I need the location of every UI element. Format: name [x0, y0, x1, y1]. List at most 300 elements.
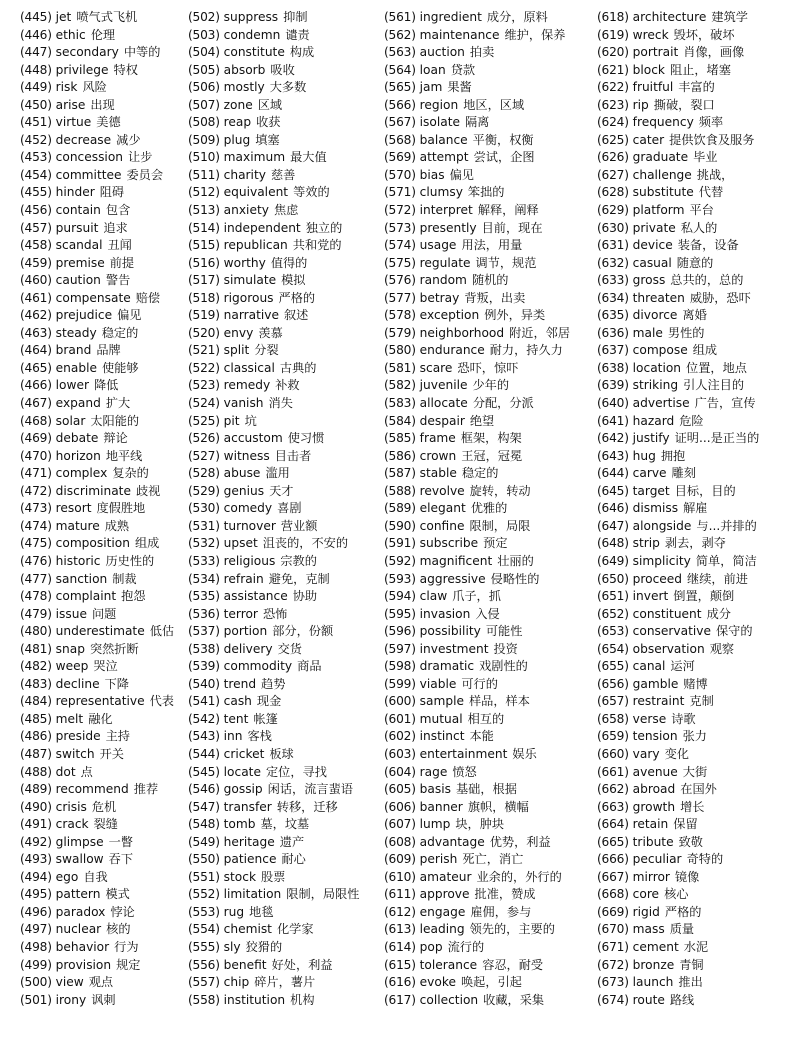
vocabulary-entry — [188, 290, 384, 308]
entry-definition: 消失 — [268, 396, 293, 411]
entry-number: (669) — [597, 904, 629, 919]
vocabulary-entry — [384, 430, 597, 448]
entry-number: (662) — [597, 782, 629, 797]
vocabulary-entry — [20, 132, 188, 150]
entry-definition: 稳定的 — [101, 325, 139, 340]
entry-word: possibility — [419, 624, 481, 639]
entry-word: chip — [223, 975, 250, 990]
vocabulary-entry — [188, 764, 384, 782]
entry-word: mostly — [223, 80, 265, 95]
entry-definition: 诗歌 — [671, 711, 696, 726]
entry-definition: 容忍，耐受 — [482, 957, 544, 972]
entry-definition: 代表 — [149, 694, 174, 709]
entry-definition: 收获 — [256, 115, 281, 130]
entry-word: regulate — [419, 255, 471, 270]
vocabulary-entry — [384, 9, 597, 27]
vocabulary-entry — [188, 377, 384, 395]
entry-word: perish — [419, 852, 458, 867]
vocabulary-entry — [188, 711, 384, 729]
entry-definition: 镜像 — [674, 869, 700, 884]
entry-word: proceed — [632, 571, 683, 586]
vocabulary-entry — [384, 342, 597, 360]
entry-definition: 收藏，采集 — [483, 992, 545, 1007]
entry-word: irony — [55, 992, 87, 1007]
entry-definition: 地区，区域 — [463, 97, 525, 112]
entry-definition: 板球 — [269, 746, 294, 761]
entry-word: constitute — [223, 45, 285, 60]
entry-word: genius — [223, 483, 265, 498]
entry-number: (448) — [20, 62, 52, 77]
entry-number: (521) — [188, 343, 220, 358]
vocabulary-entry — [188, 44, 384, 62]
entry-word: endurance — [419, 343, 485, 358]
entry-definition: 青铜 — [679, 957, 704, 972]
entry-number: (502) — [188, 10, 220, 24]
entry-number: (635) — [597, 308, 629, 323]
entry-word: maximum — [223, 150, 286, 165]
entry-word: basis — [419, 782, 451, 797]
entry-number: (509) — [188, 132, 220, 147]
entry-word: enable — [55, 360, 97, 375]
entry-word: frequency — [632, 115, 694, 130]
entry-number: (529) — [188, 483, 220, 498]
entry-definition: 增长 — [680, 799, 705, 814]
entry-number: (516) — [188, 255, 220, 270]
entry-word: neighborhood — [419, 325, 505, 340]
entry-number: (579) — [384, 325, 416, 340]
entry-definition: 慈善 — [270, 167, 296, 182]
entry-word: accustom — [223, 431, 283, 446]
entry-number: (508) — [188, 115, 220, 130]
entry-word: hinder — [55, 185, 95, 200]
entry-definition: 坑 — [244, 413, 257, 428]
entry-number: (661) — [597, 764, 629, 779]
entry-number: (657) — [597, 694, 629, 709]
vocabulary-entry — [188, 869, 384, 887]
vocabulary-entry — [384, 588, 597, 606]
vocabulary-entry — [597, 448, 796, 466]
vocabulary-entry — [20, 413, 188, 431]
vocabulary-entry — [597, 834, 796, 852]
entry-word: canal — [632, 659, 666, 674]
entry-word: compensate — [55, 290, 131, 305]
entry-word: dot — [55, 764, 76, 779]
entry-number: (533) — [188, 553, 220, 568]
vocabulary-entry — [20, 220, 188, 238]
vocabulary-entry — [188, 430, 384, 448]
vocabulary-entry — [188, 62, 384, 80]
entry-number: (583) — [384, 396, 416, 411]
vocabulary-entry — [597, 395, 796, 413]
vocabulary-entry — [384, 413, 597, 431]
vocabulary-entry — [20, 553, 188, 571]
entry-number: (464) — [20, 343, 52, 358]
vocabulary-entry — [597, 939, 796, 957]
entry-definition: 克制 — [689, 694, 714, 709]
entry-definition: 融化 — [88, 711, 113, 726]
entry-number: (555) — [188, 939, 220, 954]
vocabulary-entry — [597, 641, 796, 659]
entry-number: (503) — [188, 27, 220, 42]
entry-number: (636) — [597, 325, 629, 340]
entry-definition: 沮丧的，不安的 — [262, 536, 349, 551]
entry-number: (488) — [20, 764, 52, 779]
entry-word: jet — [55, 10, 72, 24]
entry-number: (640) — [597, 396, 629, 411]
entry-number: (556) — [188, 957, 220, 972]
entry-definition: 赌博 — [683, 676, 708, 691]
entry-number: (658) — [597, 711, 629, 726]
entry-number: (670) — [597, 922, 629, 937]
entry-word: premise — [55, 255, 105, 270]
entry-number: (595) — [384, 606, 416, 621]
entry-word: juvenile — [419, 378, 468, 393]
vocabulary-entry — [20, 483, 188, 501]
entry-definition: 丑闻 — [107, 238, 132, 253]
entry-number: (524) — [188, 396, 220, 411]
entry-definition: 优势，利益 — [489, 834, 551, 849]
entry-definition: 样品，样本 — [468, 694, 530, 709]
vocabulary-entry — [20, 360, 188, 378]
entry-word: invert — [632, 589, 669, 604]
entry-definition: 羡慕 — [258, 325, 283, 340]
entry-definition: 继续，前进 — [687, 571, 748, 586]
entry-word: patience — [223, 852, 277, 867]
vocabulary-entry — [188, 9, 384, 27]
entry-definition: 目击者 — [274, 448, 312, 463]
entry-definition: 背叛，出卖 — [464, 290, 526, 305]
entry-number: (567) — [384, 115, 416, 130]
vocabulary-entry — [188, 27, 384, 45]
entry-word: witness — [223, 448, 270, 463]
entry-definition: 组成 — [134, 536, 160, 551]
vocabulary-entry — [188, 342, 384, 360]
entry-number: (602) — [384, 729, 416, 744]
entry-number: (649) — [597, 553, 629, 568]
entry-definition: 总共的，总的 — [670, 273, 744, 288]
entry-word: sanction — [55, 571, 108, 586]
entry-word: brand — [55, 343, 92, 358]
entry-definition: 避免，克制 — [268, 571, 330, 586]
vocabulary-entry — [188, 255, 384, 273]
entry-number: (449) — [20, 80, 52, 95]
entry-number: (480) — [20, 624, 52, 639]
entry-definition: 代替 — [698, 185, 724, 200]
entry-word: allocate — [419, 396, 468, 411]
vocabulary-entry — [188, 728, 384, 746]
entry-number: (461) — [20, 290, 52, 305]
entry-word: recommend — [55, 782, 129, 797]
entry-definition: 观察 — [709, 641, 735, 656]
vocabulary-entry — [20, 781, 188, 799]
entry-word: complaint — [55, 589, 117, 604]
entry-definition: 王冠，冠冕 — [461, 448, 523, 463]
entry-definition: 最大值 — [290, 150, 327, 165]
entry-number: (498) — [20, 939, 52, 954]
entry-number: (545) — [188, 764, 220, 779]
entry-definition: 撕破，裂口 — [653, 97, 715, 112]
vocabulary-entry — [188, 974, 384, 992]
entry-definition: 模式 — [105, 887, 130, 902]
entry-word: leading — [419, 922, 465, 937]
entry-number: (494) — [20, 869, 52, 884]
entry-number: (501) — [20, 992, 52, 1007]
entry-word: gross — [632, 273, 666, 288]
vocabulary-entry — [384, 886, 597, 904]
vocabulary-entry — [597, 816, 796, 834]
vocabulary-entry — [20, 746, 188, 764]
entry-word: transfer — [223, 799, 272, 814]
entry-definition: 问题 — [91, 606, 117, 621]
entry-word: aggressive — [419, 571, 486, 586]
entry-word: restraint — [632, 694, 685, 709]
vocabulary-entry — [188, 746, 384, 764]
entry-word: tension — [632, 729, 678, 744]
entry-number: (527) — [188, 448, 220, 463]
vocabulary-entry — [20, 535, 188, 553]
entry-number: (617) — [384, 992, 416, 1007]
entry-number: (511) — [188, 167, 220, 182]
vocabulary-entry — [188, 606, 384, 624]
entry-definition: 风险 — [82, 80, 107, 95]
vocabulary-entry — [20, 869, 188, 887]
entry-word: chemist — [223, 922, 272, 937]
entry-number: (507) — [188, 97, 220, 112]
entry-number: (641) — [597, 413, 629, 428]
entry-number: (638) — [597, 360, 629, 375]
entry-number: (654) — [597, 641, 629, 656]
vocabulary-entry — [188, 886, 384, 904]
entry-definition: 辩论 — [103, 431, 128, 446]
entry-number: (557) — [188, 975, 220, 990]
entry-word: zone — [223, 97, 253, 112]
entry-number: (546) — [188, 782, 220, 797]
vocabulary-entry — [384, 746, 597, 764]
entry-definition: 转移，迁移 — [276, 799, 338, 814]
entry-definition: 地平线 — [105, 448, 143, 463]
entry-word: auction — [419, 45, 465, 60]
entry-word: delivery — [223, 641, 273, 656]
entry-definition: 拥抱 — [660, 448, 686, 463]
entry-number: (554) — [188, 922, 220, 937]
entry-definition: 随机的 — [471, 273, 509, 288]
entry-definition: 领先的，主要的 — [469, 922, 555, 937]
entry-word: absorb — [223, 62, 266, 77]
vocabulary-entry — [20, 237, 188, 255]
entry-definition: 愤怒 — [452, 764, 477, 779]
entry-word: fruitful — [632, 80, 674, 95]
entry-number: (637) — [597, 343, 629, 358]
entry-definition: 男性的 — [667, 325, 705, 340]
entry-number: (645) — [597, 483, 629, 498]
entry-word: magnificent — [419, 553, 493, 568]
vocabulary-entry — [20, 97, 188, 115]
entry-number: (573) — [384, 220, 416, 235]
vocabulary-entry — [597, 886, 796, 904]
entry-definition: 股票 — [261, 869, 286, 884]
entry-word: risk — [55, 80, 78, 95]
entry-word: representative — [55, 694, 145, 709]
entry-number: (470) — [20, 448, 52, 463]
entry-word: ingredient — [419, 10, 482, 24]
entry-definition: 成分，原料 — [486, 10, 548, 24]
entry-number: (495) — [20, 887, 52, 902]
entry-number: (549) — [188, 834, 220, 849]
vocabulary-entry — [20, 255, 188, 273]
entry-word: tribute — [632, 834, 674, 849]
entry-word: constituent — [632, 606, 702, 621]
entry-word: weep — [55, 659, 89, 674]
entry-word: pattern — [55, 887, 101, 902]
vocabulary-entry — [597, 764, 796, 782]
vocabulary-entry — [188, 448, 384, 466]
entry-word: observation — [632, 641, 705, 656]
entry-number: (618) — [597, 10, 629, 24]
entry-word: random — [419, 273, 467, 288]
entry-number: (665) — [597, 834, 629, 849]
entry-number: (667) — [597, 869, 629, 884]
entry-number: (504) — [188, 45, 220, 60]
entry-definition: 让步 — [128, 150, 153, 165]
entry-definition: 危机 — [91, 799, 117, 814]
entry-number: (585) — [384, 431, 416, 446]
vocabulary-entry — [20, 728, 188, 746]
entry-number: (610) — [384, 869, 416, 884]
entry-word: divorce — [632, 308, 678, 323]
vocabulary-entry — [597, 465, 796, 483]
entry-word: mass — [632, 922, 665, 937]
entry-definition: 定位，寻找 — [265, 764, 327, 779]
entry-definition: 雕刻 — [671, 466, 696, 481]
vocabulary-entry — [20, 395, 188, 413]
vocabulary-entry — [384, 641, 597, 659]
vocabulary-entry — [188, 781, 384, 799]
entry-word: sample — [419, 694, 464, 709]
entry-word: interpret — [419, 203, 473, 218]
entry-word: elegant — [419, 501, 466, 516]
vocabulary-entry — [188, 623, 384, 641]
entry-number: (623) — [597, 97, 629, 112]
entry-definition: 可能性 — [485, 624, 523, 639]
vocabulary-entry — [597, 851, 796, 869]
entry-number: (568) — [384, 132, 416, 147]
entry-word: rug — [223, 904, 245, 919]
entry-definition: 附近，邻居 — [509, 325, 571, 340]
entry-number: (490) — [20, 799, 52, 814]
entry-number: (530) — [188, 501, 220, 516]
entry-number: (580) — [384, 343, 416, 358]
entry-word: complex — [55, 466, 108, 481]
entry-word: preside — [55, 729, 101, 744]
entry-definition: 私人的 — [680, 220, 718, 235]
entry-number: (479) — [20, 606, 52, 621]
entry-number: (647) — [597, 518, 629, 533]
entry-word: instinct — [419, 729, 465, 744]
entry-word: scandal — [55, 238, 103, 253]
entry-definition: 果酱 — [447, 80, 472, 95]
entry-number: (644) — [597, 466, 629, 481]
entry-definition: 拍卖 — [469, 45, 495, 60]
entry-number: (542) — [188, 711, 220, 726]
vocabulary-entry — [597, 430, 796, 448]
entry-definition: 少年的 — [472, 378, 510, 393]
entry-word: crisis — [55, 799, 87, 814]
entry-number: (581) — [384, 360, 416, 375]
entry-number: (466) — [20, 378, 52, 393]
entry-definition: 毕业 — [693, 150, 718, 165]
entry-definition: 狡猾的 — [245, 939, 283, 954]
entry-word: location — [632, 360, 682, 375]
entry-word: core — [632, 887, 660, 902]
vocabulary-entry — [597, 711, 796, 729]
entry-definition: 核心 — [664, 887, 689, 902]
entry-number: (500) — [20, 975, 52, 990]
vocabulary-entry — [20, 904, 188, 922]
entry-definition: 预定 — [483, 536, 508, 551]
entry-definition: 频率 — [698, 115, 724, 130]
entry-definition: 毁坏，破坏 — [673, 27, 735, 42]
entry-definition: 简单，简洁 — [695, 553, 757, 568]
entry-number: (457) — [20, 220, 52, 235]
entry-number: (614) — [384, 939, 416, 954]
vocabulary-entry — [20, 834, 188, 852]
entry-number: (672) — [597, 957, 629, 972]
entry-word: ethic — [55, 27, 86, 42]
entry-definition: 吸收 — [270, 62, 295, 77]
entry-definition: 推出 — [678, 975, 703, 990]
entry-number: (628) — [597, 185, 629, 200]
vocabulary-entry — [597, 325, 796, 343]
vocabulary-entry — [384, 62, 597, 80]
entry-definition: 警告 — [105, 273, 131, 288]
entry-word: privilege — [55, 62, 109, 77]
entry-number: (574) — [384, 238, 416, 253]
entry-definition: 批准，赞成 — [474, 887, 536, 902]
entry-word: tolerance — [419, 957, 478, 972]
vocabulary-entry — [20, 764, 188, 782]
entry-word: wreck — [632, 27, 669, 42]
entry-number: (562) — [384, 27, 416, 42]
vocabulary-entry — [384, 325, 597, 343]
entry-number: (582) — [384, 378, 416, 393]
entry-definition: 成熟 — [104, 518, 130, 533]
entry-word: frame — [419, 431, 456, 446]
vocabulary-entry — [20, 974, 188, 992]
entry-word: stock — [223, 869, 256, 884]
entry-definition: 交货 — [277, 641, 302, 656]
entry-number: (447) — [20, 45, 52, 60]
entry-word: swallow — [55, 852, 104, 867]
entry-number: (455) — [20, 185, 52, 200]
entry-number: (627) — [597, 167, 629, 182]
entry-definition: 限制，局限性 — [286, 887, 360, 902]
vocabulary-entry — [384, 834, 597, 852]
entry-number: (515) — [188, 238, 220, 253]
entry-number: (648) — [597, 536, 629, 551]
entry-definition: 帐篷 — [253, 711, 278, 726]
vocabulary-entry — [597, 676, 796, 694]
entry-number: (674) — [597, 992, 629, 1007]
vocabulary-entry — [20, 307, 188, 325]
entry-word: crown — [419, 448, 457, 463]
entry-word: invasion — [419, 606, 471, 621]
entry-definition: 吞下 — [108, 852, 134, 867]
entry-number: (622) — [597, 80, 629, 95]
entry-definition: 娱乐 — [512, 746, 537, 761]
entry-definition: 隔离 — [464, 115, 490, 130]
entry-number: (576) — [384, 273, 416, 288]
entry-word: maintenance — [419, 27, 500, 42]
